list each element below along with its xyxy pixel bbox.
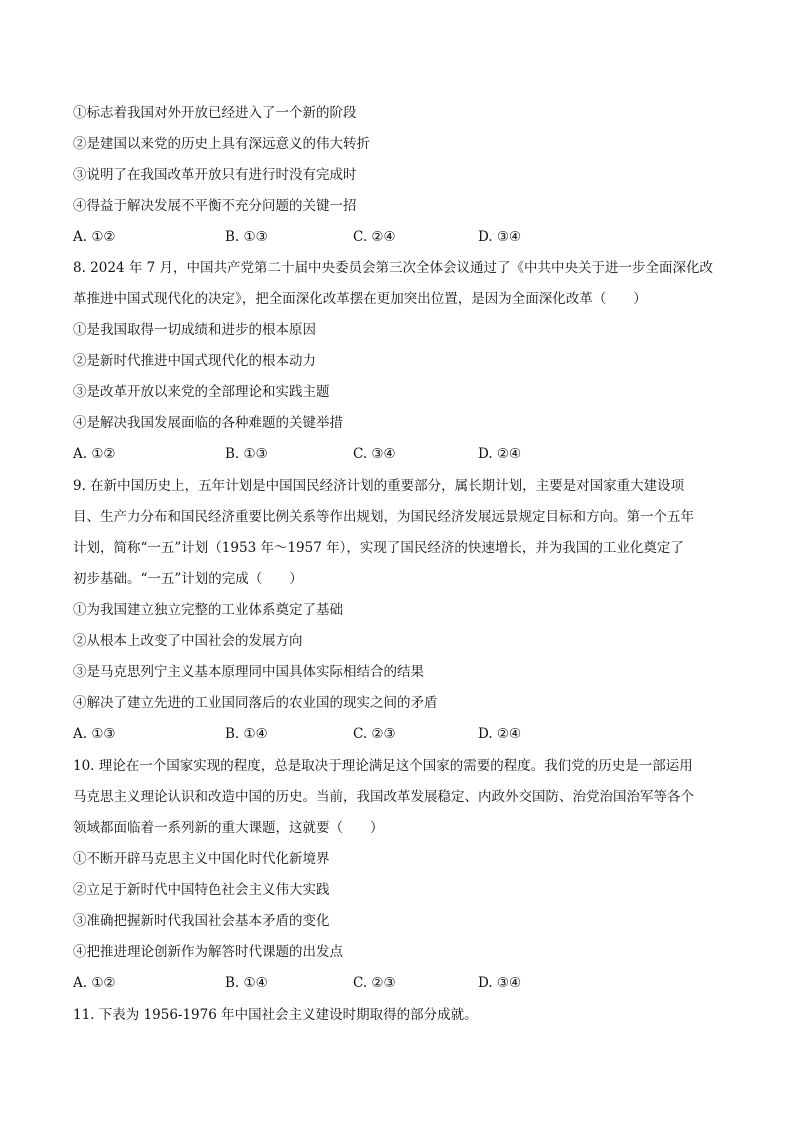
q9-option-b: B. ①④ [225,726,268,742]
q10-stem-line-2: 马克思主义理论认识和改造中国的历史。当前，我国改革发展稳定、内政外交国防、治党治国治军等各个 [73,789,694,805]
q8-option-b: B. ①③ [225,446,268,462]
q7-option-d: D. ③④ [478,229,522,245]
q10-item-3: ③准确把握新时代我国社会基本矛盾的变化 [73,913,330,929]
q9-stem-line-1: 9. 在新中国历史上，五年计划是中国国民经济计划的重要部分，属长期计划，主要是对国家重大建设项 [73,478,685,494]
q9-item-1: ①为我国建立独立完整的工业体系奠定了基础 [73,602,343,618]
q8-stem-line-2: 革推进中国式现代化的决定》，把全面深化改革摆在更加突出位置，是因为全面深化改革（ ） [73,291,647,307]
q8-option-c: C. ③④ [353,446,396,462]
q9-stem-line-2: 目、生产力分布和国民经济重要比例关系等作出规划，为国民经济发展远景规定目标和方向。第一个五年 [73,509,694,525]
q8-item-2: ②是新时代推进中国式现代化的根本动力 [73,353,316,369]
q9-option-c: C. ②③ [353,726,396,742]
q9-stem-line-3: 计划，简称“一五”计划（1953 年～1957 年），实现了国民经济的快速增长，并为我国的工业化奠定了 [73,540,684,556]
q8-option-d: D. ②④ [478,446,522,462]
q7-item-1: ①标志着我国对外开放已经进入了一个新的阶段 [73,105,357,121]
q7-option-c: C. ②④ [353,229,396,245]
q7-option-b: B. ①③ [225,229,268,245]
q8-item-4: ④是解决我国发展面临的各种难题的关键举措 [73,415,343,431]
q10-item-4: ④把推进理论创新作为解答时代课题的出发点 [73,944,343,960]
q10-item-2: ②立足于新时代中国特色社会主义伟大实践 [73,882,330,898]
q7-item-4: ④得益于解决发展不平衡不充分问题的关键一招 [73,198,357,214]
q10-option-c: C. ②③ [353,975,396,991]
q9-item-4: ④解决了建立先进的工业国同落后的农业国的现实之间的矛盾 [73,695,438,711]
q9-option-a: A. ①③ [73,726,116,742]
q8-option-a: A. ①② [73,446,116,462]
q8-item-3: ③是改革开放以来党的全部理论和实践主题 [73,384,330,400]
q10-option-a: A. ①② [73,975,116,991]
q10-stem-line-1: 10. 理论在一个国家实现的程度，总是取决于理论满足这个国家的需要的程度。我们党的历史是一部运用 [73,758,693,774]
q8-stem-line-1: 8. 2024 年 7 月，中国共产党第二十届中央委员会第三次全体会议通过了《中共中央关于进一步全面深化改 [73,260,713,276]
q7-option-a: A. ①② [73,229,116,245]
q7-item-2: ②是建国以来党的历史上具有深远意义的伟大转折 [73,136,370,152]
q10-option-d: D. ③④ [478,975,522,991]
q9-item-3: ③是马克思列宁主义基本原理同中国具体实际相结合的结果 [73,664,424,680]
q9-option-d: D. ②④ [478,726,522,742]
q8-item-1: ①是我国取得一切成绩和进步的根本原因 [73,322,316,338]
q10-item-1: ①不断开辟马克思主义中国化时代化新境界 [73,851,330,867]
q10-stem-line-3: 领域都面临着一系列新的重大课题，这就要（ ） [73,820,384,836]
q10-option-b: B. ①④ [225,975,268,991]
q9-item-2: ②从根本上改变了中国社会的发展方向 [73,633,303,649]
q11-stem-line-1: 11. 下表为 1956-1976 年中国社会主义建设时期取得的部分成就。 [73,1007,478,1023]
q7-item-3: ③说明了在我国改革开放只有进行时没有完成时 [73,167,357,183]
q9-stem-line-4: 初步基础。“一五”计划的完成（ ） [73,571,303,587]
